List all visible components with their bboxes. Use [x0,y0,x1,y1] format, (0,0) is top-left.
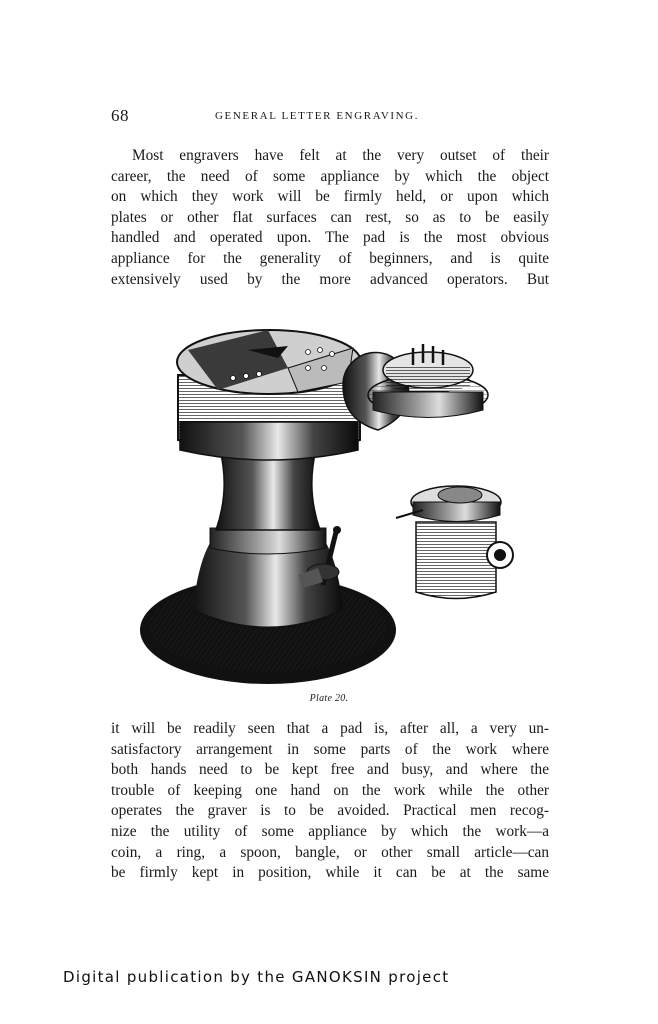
figure-caption: Plate 20. [309,693,349,704]
text-line: handled and operated upon. The pad is the most obvious [111,229,549,247]
text-line: trouble of keeping one hand on the work while the other [111,781,549,799]
text-line: appliance for the generality of beginners, and is quite [111,249,549,267]
page-header [111,106,556,130]
text-line: operates the graver is to be avoided. Practical men recog- [111,802,549,820]
text-line: both hands need to be kept free and busy, and where the [111,761,549,779]
text-line: coin, a ring, a spoon, bangle, or other small article—can [111,843,549,861]
clamp-accessory [396,486,513,599]
running-head: GENERAL LETTER ENGRAVING. [215,110,420,122]
main-block-drum [177,330,361,460]
text-line: on which they work will be firmly held, or upon which [111,188,549,206]
engraving-block-illustration [138,310,528,695]
footer-credit: Digital publication by the GANOKSIN project [63,968,450,986]
text-line: career, the need of some appliance by which the object [111,167,549,185]
text-line: satisfactory arrangement in some parts of the work where [111,740,549,758]
text-line: nize the utility of some appliance by which the work—a [111,822,549,840]
main-block-neck [210,450,326,554]
paragraph-2 [111,719,549,884]
text-line: plates or other flat surfaces can rest, so as to be easily [111,208,549,226]
page-number: 68 [111,106,129,125]
text-line: it will be readily seen that a pad is, after all, a very un- [111,720,549,737]
paragraph-1 [111,146,549,290]
text-line: be firmly kept in position, while it can be at the same [111,864,549,882]
text-line: extensively used by the more advanced operators. But [111,270,549,288]
ball-accessory [343,344,488,430]
text-line: Most engravers have felt at the very outset of their [132,147,549,164]
